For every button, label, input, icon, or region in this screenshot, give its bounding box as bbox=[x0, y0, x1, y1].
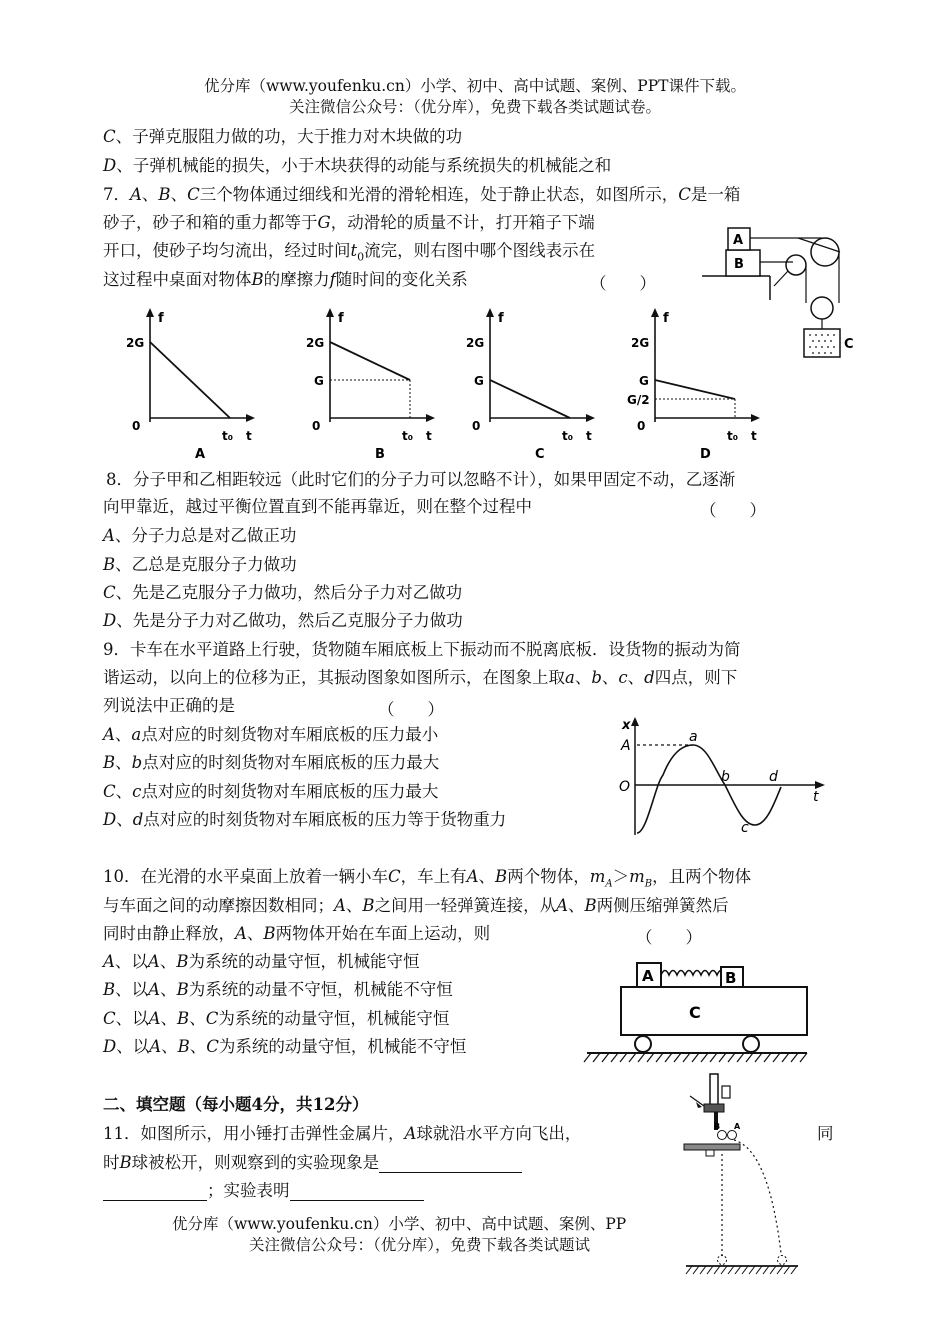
sine-curve bbox=[637, 745, 781, 833]
point-c-label: c bbox=[741, 820, 749, 836]
platform bbox=[684, 1144, 740, 1150]
t-label: t bbox=[586, 429, 592, 443]
q11-blank-conclusion[interactable] bbox=[290, 1183, 424, 1201]
origin-label: 0 bbox=[312, 419, 321, 433]
wheel-right bbox=[743, 1036, 759, 1052]
trajectory-a bbox=[734, 1140, 782, 1262]
q7-answer-paren[interactable]: （ ） bbox=[590, 274, 656, 293]
amplitude-label: A bbox=[621, 738, 631, 754]
graph-c bbox=[466, 308, 595, 462]
f-label: f bbox=[663, 311, 669, 326]
q10-option-d: D、以A、B、C为系统的动量守恒，机械能不守恒 bbox=[103, 1037, 467, 1056]
point-a-label: a bbox=[689, 729, 698, 745]
q11-stem-line-1-end: 同 bbox=[817, 1124, 834, 1143]
q7-stem-line-2: 砂子，砂子和箱的重力都等于G，动滑轮的质量不计，打开箱子下端 bbox=[103, 213, 595, 232]
origin-label: 0 bbox=[637, 419, 646, 433]
q9-option-d: D、d点对应的时刻货物对车厢底板的压力等于货物重力 bbox=[103, 810, 507, 829]
footer-line-2: 关注微信公众号：（优分库），免费下载各类试题试 bbox=[249, 1236, 591, 1254]
q6-option-c: C、子弹克服阻力做的功，大于推力对木块做的功 bbox=[103, 127, 463, 146]
q11-blank-phenomenon-2[interactable] bbox=[103, 1183, 207, 1201]
tick-2g: 2G bbox=[306, 336, 325, 350]
q11-stem-line-1: 11．如图所示，用小锤打击弹性金属片，A球就沿水平方向飞出， bbox=[103, 1124, 582, 1143]
q11-stem-line-3: ；实验表明 bbox=[103, 1181, 424, 1201]
section-2-title: 二、填空题（每小题4分，共12分） bbox=[103, 1095, 369, 1114]
graph-caption: A bbox=[195, 447, 206, 462]
q8-stem-line-2: 向甲靠近，越过平衡位置直到不能再靠近，则在整个过程中 bbox=[103, 497, 532, 516]
q8-answer-paren[interactable]: （ ） bbox=[700, 501, 766, 520]
f-label: f bbox=[158, 311, 164, 326]
q9-stem-line-3: 列说法中正确的是 bbox=[103, 696, 235, 715]
box-c-label: C bbox=[844, 337, 854, 352]
q10-answer-paren[interactable]: （ ） bbox=[636, 928, 702, 947]
q11-blank-phenomenon-1[interactable] bbox=[379, 1155, 522, 1173]
q6-option-d: D、子弹机械能的损失，小于木块获得的动能与系统损失的机械能之和 bbox=[103, 156, 612, 175]
pulley-b bbox=[786, 255, 806, 275]
fixed-pulley bbox=[811, 238, 839, 266]
t-label: t bbox=[751, 429, 757, 443]
ball-a-label: A bbox=[734, 1122, 741, 1131]
block-b-label: B bbox=[725, 969, 737, 987]
q9-option-c: C、c点对应的时刻货物对车厢底板的压力最大 bbox=[103, 782, 439, 801]
block-a-label: A bbox=[642, 967, 654, 985]
graph-caption: D bbox=[700, 447, 711, 462]
q7-graphs bbox=[125, 308, 785, 463]
ball-b-label: B bbox=[714, 1122, 721, 1131]
block-b-label: B bbox=[734, 257, 744, 272]
graph-d bbox=[627, 308, 760, 462]
point-d-label: d bbox=[769, 769, 778, 785]
graph-a bbox=[126, 308, 255, 462]
q9-vibration-graph bbox=[615, 715, 845, 840]
t-axis-label: t bbox=[813, 789, 819, 805]
point-b-label: b bbox=[721, 769, 730, 785]
q10-stem-line-2: 与车面之间的动摩擦因数相同；A、B之间用一轻弹簧连接，从A、B两侧压缩弹簧然后 bbox=[103, 896, 729, 915]
block-a-label: A bbox=[733, 233, 744, 248]
tick-g-half: G/2 bbox=[627, 393, 650, 407]
tick-g: G bbox=[639, 374, 649, 388]
tick-2g: 2G bbox=[631, 336, 650, 350]
q9-answer-paren[interactable]: （ ） bbox=[378, 700, 444, 719]
wheel-left bbox=[635, 1036, 651, 1052]
cart-c-label: C bbox=[689, 1003, 701, 1022]
q8-option-b: B、乙总是克服分子力做功 bbox=[103, 555, 297, 574]
box-c bbox=[804, 329, 840, 357]
hammer-head bbox=[704, 1104, 724, 1112]
ball-a bbox=[728, 1131, 737, 1140]
t0-label: t₀ bbox=[402, 429, 413, 443]
q10-cart-figure bbox=[585, 958, 810, 1068]
friction-line bbox=[655, 380, 735, 399]
q8-option-d: D、先是分子力对乙做功，然后乙克服分子力做功 bbox=[103, 611, 463, 630]
q9-option-a: A、a点对应的时刻货物对车厢底板的压力最小 bbox=[103, 725, 439, 744]
q7-stem-line-1: 7．A、B、C三个物体通过细线和光滑的滑轮相连，处于静止状态，如图所示，C是一箱 bbox=[103, 185, 741, 204]
q8-stem-line-1: 8．分子甲和乙相距较远（此时它们的分子力可以忽略不计），如果甲固定不动，乙逐渐 bbox=[106, 470, 736, 489]
graph-caption: C bbox=[535, 447, 545, 462]
q9-stem-line-1: 9．卡车在水平道路上行驶，货物随车厢底板上下振动而不脱离底板．设货物的振动为简 bbox=[103, 640, 741, 659]
friction-line bbox=[330, 342, 410, 380]
origin-label: 0 bbox=[132, 419, 141, 433]
graph-caption: B bbox=[375, 447, 385, 462]
q10-option-a: A、以A、B为系统的动量守恒，机械能守恒 bbox=[103, 952, 420, 971]
tick-2g: 2G bbox=[466, 336, 485, 350]
q9-stem-line-2: 谐运动，以向上的位移为正，其振动图象如图所示，在图象上取a、b、c、d四点，则下 bbox=[103, 668, 738, 687]
q10-stem-line-3: 同时由静止释放，A、B两物体开始在车面上运动，则 bbox=[103, 924, 491, 943]
tick-g: G bbox=[314, 374, 324, 388]
footer-line-1: 优分库（www.youfenku.cn）小学、初中、高中试题、案例、PP bbox=[172, 1215, 627, 1233]
t-label: t bbox=[246, 429, 252, 443]
tick-2g: 2G bbox=[126, 336, 145, 350]
friction-line bbox=[490, 380, 570, 418]
q7-stem-line-4: 这过程中桌面对物体B的摩擦力f随时间的变化关系 bbox=[103, 270, 468, 289]
q8-option-c: C、先是乙克服分子力做功，然后分子力对乙做功 bbox=[103, 583, 463, 602]
tick-g: G bbox=[474, 374, 484, 388]
graph-b bbox=[306, 308, 435, 462]
q9-option-b: B、b点对应的时刻货物对车厢底板的压力最大 bbox=[103, 753, 440, 772]
t0-label: t₀ bbox=[562, 429, 573, 443]
q8-option-a: A、分子力总是对乙做正功 bbox=[103, 526, 297, 545]
movable-pulley bbox=[811, 297, 833, 319]
x-axis-label: x bbox=[622, 718, 631, 733]
q10-option-b: B、以A、B为系统的动量不守恒，机械能不守恒 bbox=[103, 980, 453, 999]
header-line-2: 关注微信公众号：（优分库），免费下载各类试题试卷。 bbox=[288, 98, 661, 116]
t0-label: t₀ bbox=[727, 429, 738, 443]
hammer-handle bbox=[710, 1074, 718, 1108]
header-line-1: 优分库（www.youfenku.cn）小学、初中、高中试题、案例、PPT课件下载。 bbox=[203, 77, 747, 95]
q10-option-c: C、以A、B、C为系统的动量守恒，机械能守恒 bbox=[103, 1009, 450, 1028]
t0-label: t₀ bbox=[222, 429, 233, 443]
q10-stem-line-1: 10．在光滑的水平桌面上放着一辆小车C，车上有A、B两个物体，$m_A>m_B$，且两个物体 bbox=[103, 867, 752, 890]
q11-figure bbox=[678, 1070, 803, 1280]
ball-b bbox=[718, 1131, 727, 1140]
f-label: f bbox=[498, 311, 504, 326]
q7-stem-line-3: 开口，使砂子均匀流出，经过时间$t_0$流完，则右图中哪个图线表示在 bbox=[103, 241, 596, 264]
origin-label: O bbox=[619, 779, 631, 795]
f-label: f bbox=[338, 311, 344, 326]
q11-stem-line-2: 时B球被松开，则观察到的实验现象是 bbox=[103, 1153, 522, 1173]
origin-label: 0 bbox=[472, 419, 481, 433]
t-label: t bbox=[426, 429, 432, 443]
cart-c bbox=[621, 987, 807, 1035]
friction-line bbox=[150, 342, 230, 418]
